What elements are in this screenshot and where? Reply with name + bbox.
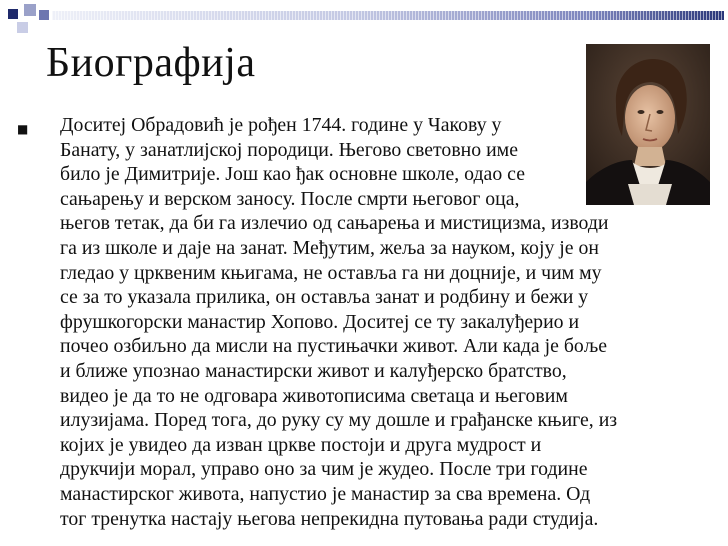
text-line: илузијама. Поред тога, до руку су му дошле и грађанске књиге, из <box>60 409 618 432</box>
text-line: којих је увидео да изван цркве постоји и друга мудрост и <box>60 433 542 456</box>
text-line: сањарењу и верском заносу. После смрти његовог оца, <box>60 187 520 210</box>
text-line: и ближе упознао манастирски живот и калуђерско братство, <box>60 359 567 382</box>
header-stripe-band <box>52 11 724 20</box>
biography-paragraph <box>60 113 720 531</box>
decor-square <box>24 4 36 16</box>
text-line: фрушкогорски манастир Хопово. Доситеј се ту закалуђерио и <box>60 310 580 333</box>
text-line: манастирског живота, напустио је манастир за сва времена. Од <box>60 482 591 505</box>
text-line: видео је да то не одговара животописима светаца и његовим <box>60 384 568 407</box>
text-line: га из школе и даје на занат. Међутим, жеља за науком, коју је он <box>60 236 599 259</box>
text-line: гледао у црквеним књигама, не оставља га ни доцније, и чим му <box>60 261 602 284</box>
text-line: почео озбиљно да мисли на пустињачки живот. Али када је боље <box>60 335 607 358</box>
text-line: се за то указала прилика, он оставља занат и родбину и бежи у <box>60 286 589 309</box>
decor-square <box>17 22 28 33</box>
text-line: било је Димитрије. Још као ђак основне школе, одао се <box>60 163 525 186</box>
text-line: Доситеј Обрадовић је рођен 1744. године у Чакову у <box>60 114 502 136</box>
text-line: друкчији морал, управо оно за чим је жудео. После три године <box>60 458 588 481</box>
text-line: Банату, у занатлијској породици. Његово световно име <box>60 138 518 161</box>
text-line: његов тетак, да би га излечио од сањарења и мистицизма, изводи <box>60 212 609 235</box>
decor-square <box>8 9 18 19</box>
bullet-icon: ■ <box>17 122 29 136</box>
text-line: тог тренутка настају његова непрекидна путовања ради студија. <box>60 507 599 530</box>
decor-square <box>39 10 49 20</box>
slide-title: Биографија <box>46 40 256 86</box>
